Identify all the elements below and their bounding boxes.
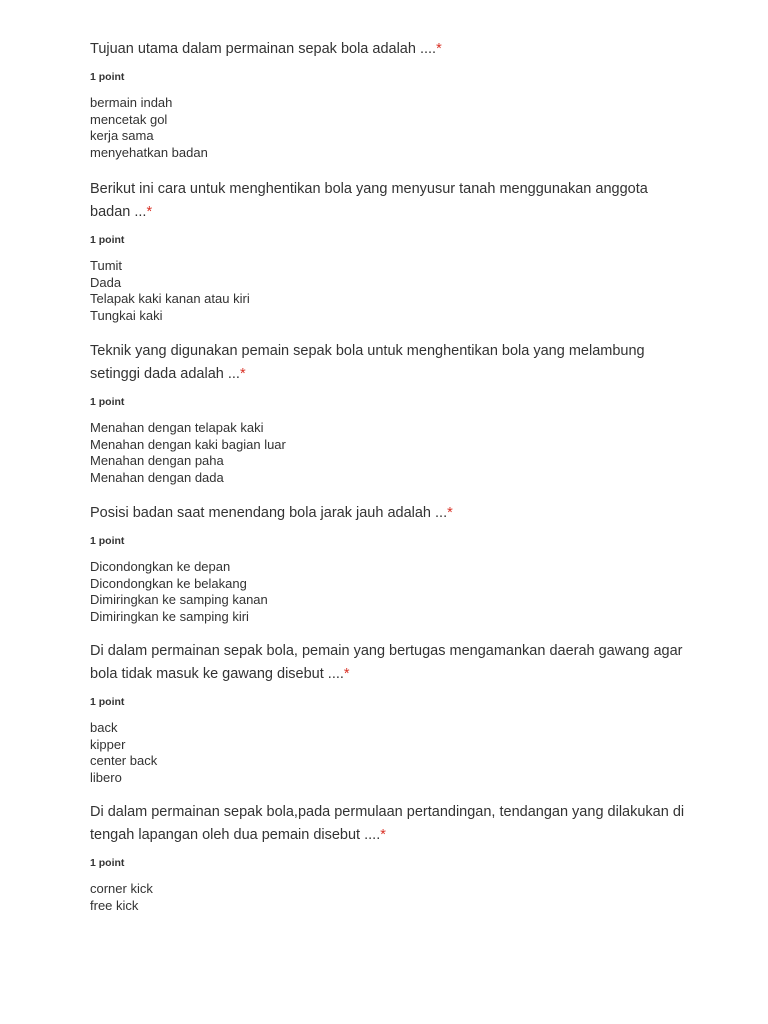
option-item[interactable]: corner kick (90, 881, 153, 896)
required-asterisk: * (436, 41, 442, 57)
option-item[interactable]: Dicondongkan ke belakang (90, 575, 247, 591)
option-item[interactable]: Telapak kaki kanan atau kiri (90, 291, 250, 306)
question-title: Berikut ini cara untuk menghentikan bola yang menyusur tanah menggunakan anggota badan ...* (90, 181, 648, 220)
options-list (90, 258, 690, 324)
question-points: 1 point (90, 696, 125, 708)
option-item[interactable]: Tungkai kaki (90, 307, 163, 323)
question-3 (90, 340, 690, 486)
option-item[interactable]: Tumit (90, 258, 123, 273)
question-points: 1 point (90, 396, 125, 408)
question-title: Di dalam permainan sepak bola, pemain yang bertugas mengamankan daerah gawang agar bola tidak masuk ke gawang disebut ....* (90, 643, 683, 682)
option-item[interactable]: back (90, 720, 118, 735)
question-title: Tujuan utama dalam permainan sepak bola adalah ....* (90, 41, 442, 57)
question-6 (90, 801, 690, 914)
option-item[interactable]: libero (90, 769, 122, 785)
option-item[interactable]: Dicondongkan ke depan (90, 559, 231, 574)
option-item[interactable]: center back (90, 753, 158, 768)
option-item[interactable]: kipper (90, 736, 126, 752)
question-title: Teknik yang digunakan pemain sepak bola untuk menghentikan bola yang melambung setinggi dada adalah ...* (90, 343, 645, 382)
required-asterisk: * (239, 366, 246, 382)
required-asterisk: * (380, 827, 386, 843)
question-title: Di dalam permainan sepak bola,pada permulaan pertandingan, tendangan yang dilakukan di tengah lapangan oleh dua pemain disebut ....* (90, 804, 685, 843)
option-item[interactable]: Menahan dengan telapak kaki (90, 420, 264, 435)
options-list (90, 420, 690, 486)
option-item[interactable]: Dimiringkan ke samping kanan (90, 592, 268, 607)
question-points: 1 point (90, 234, 125, 246)
option-item[interactable]: menyehatkan badan (90, 144, 208, 160)
option-item[interactable]: bermain indah (90, 95, 173, 110)
options-list (90, 95, 690, 161)
options-list (90, 881, 690, 914)
option-item[interactable]: Menahan dengan dada (90, 469, 224, 485)
question-points: 1 point (90, 535, 125, 547)
question-points: 1 point (90, 857, 125, 869)
question-1 (90, 38, 690, 161)
required-asterisk: * (146, 204, 153, 220)
option-item[interactable]: free kick (90, 897, 139, 913)
question-4 (90, 502, 690, 625)
option-item[interactable]: Menahan dengan kaki bagian luar (90, 436, 286, 452)
options-list (90, 720, 690, 786)
option-item[interactable]: Menahan dengan paha (90, 453, 224, 468)
options-list (90, 559, 690, 625)
option-item[interactable]: mencetak gol (90, 111, 168, 127)
required-asterisk: * (447, 505, 453, 521)
question-points: 1 point (90, 71, 125, 83)
required-asterisk: * (343, 666, 350, 682)
option-item[interactable]: kerja sama (90, 128, 154, 143)
option-item[interactable]: Dada (90, 274, 122, 290)
question-title: Posisi badan saat menendang bola jarak jauh adalah ...* (90, 505, 453, 521)
option-item[interactable]: Dimiringkan ke samping kiri (90, 608, 249, 624)
question-5 (90, 640, 690, 786)
question-2 (90, 178, 690, 324)
